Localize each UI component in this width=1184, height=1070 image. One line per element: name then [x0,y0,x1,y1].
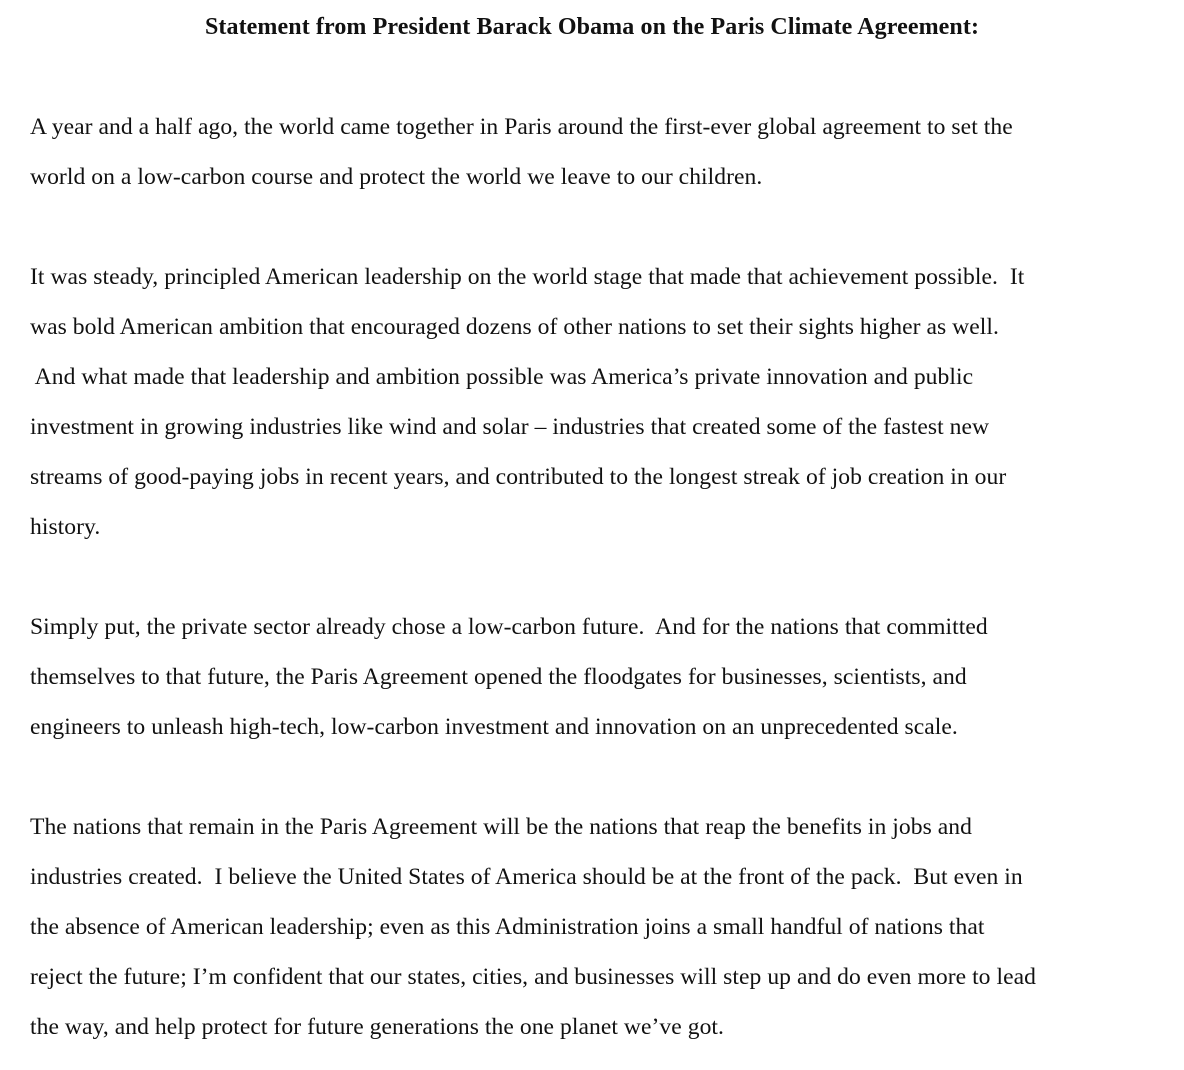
paragraph-line: It was steady, principled American leadership on the world stage that made that achievement possible. It [30,264,1025,290]
paragraph-line: was bold American ambition that encouraged dozens of other nations to set their sights higher as well. [30,314,999,340]
paragraph-4 [30,802,1160,1052]
paragraph-line: engineers to unleash high-tech, low-carbon investment and innovation on an unprecedented scale. [30,714,958,740]
statement-title: Statement from President Barack Obama on the Paris Climate Agreement: [204,14,980,40]
paragraph-line: investment in growing industries like wind and solar – industries that created some of the fastest new [30,414,990,440]
paragraph-line: world on a low-carbon course and protect the world we leave to our children. [30,164,763,190]
paragraph-line: themselves to that future, the Paris Agreement opened the floodgates for businesses, scientists, and [30,664,967,690]
paragraph-line: The nations that remain in the Paris Agreement will be the nations that reap the benefits in jobs and [30,814,973,840]
paragraph-line: Simply put, the private sector already chose a low-carbon future. And for the nations that committed [30,614,988,640]
paragraph-line: streams of good-paying jobs in recent years, and contributed to the longest streak of job creation in our [30,464,1007,490]
paragraph-line: the way, and help protect for future generations the one planet we’ve got. [30,1014,724,1040]
paragraph-1 [30,102,1160,202]
paragraph-line: And what made that leadership and ambition possible was America’s private innovation and public [30,364,974,390]
paragraph-line: A year and a half ago, the world came together in Paris around the first-ever global agreement to set the [30,114,1013,140]
paragraph-3 [30,602,1160,752]
paragraph-line: the absence of American leadership; even as this Administration joins a small handful of nations that [30,914,985,940]
paragraph-line: reject the future; I’m confident that our states, cities, and businesses will step up and do even more to lead [30,964,1036,990]
paragraph-line: history. [30,514,101,540]
paragraph-2 [30,252,1160,552]
paragraph-line: industries created. I believe the United States of America should be at the front of the pack. But even in [30,864,1023,890]
